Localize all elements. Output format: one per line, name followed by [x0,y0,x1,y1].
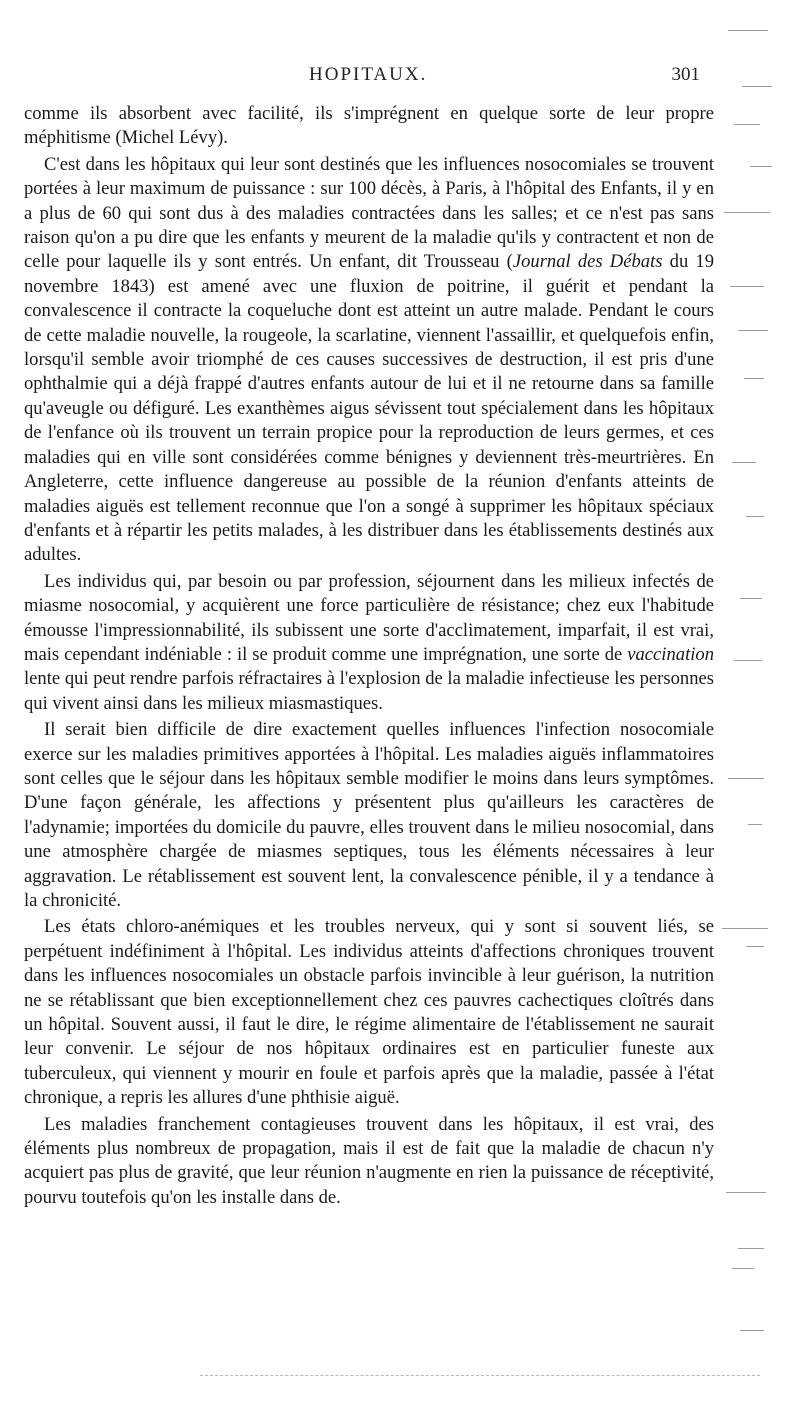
scan-mark [748,824,762,825]
paragraph-continuation: comme ils absorbent avec facilité, ils s'imprégnent en quelque sorte de leur propre méphitisme (Michel Lévy). [24,103,714,149]
scan-mark [738,330,768,331]
page-header [24,64,714,92]
margin-scan-marks [720,0,800,1405]
paragraph-etats-chloro-anemiques: Les états chloro-anémiques et les troubles nerveux, qui y sont si souvent liés, se perpétuent indéfiniment à l'hôpital. Les individus atteints d'affections chroniques trouvent dans les influences nosocomiales un obstacle parfois invincible à leur guérison, la nutrition ne se rétablissant que bien exceptionnellement chez ces pauvres cachectiques cloîtrés dans un hôpital. Souvent aussi, il faut le dire, le régime alimentaire de l'établissement ne saurait leur convenir. Le séjour de nos hôpitaux ordinaires est en particulier funeste aux tuberculeux, qui viennent y mourir en foule et parfois après que la maladie, passée à l'état chronique, a repris les allures d'une phthisie aiguë. [24,916,714,1109]
scan-mark [726,1192,766,1193]
scan-mark [728,30,768,31]
paragraph-text: lente qui peut rendre parfois réfractaires à l'explosion de la maladie infectieuse les personnes qui vivent ainsi dans les milieux miasmastiques. [24,668,714,714]
scan-mark [724,212,770,213]
scan-mark [746,516,764,517]
scan-mark [750,166,772,167]
paragraph-text: C'est dans les hôpitaux qui leur sont destinés que les influences nosocomiales se trouvent portées à leur maximum de puissance : sur 100 décès, à Paris, à l'hôpital des Enfants, il y en a plus de 60 qui sont dus à des maladies contractées dans les salles; et ce n'est pas sans raison qu'on a pu dire que les enfants y meurent de la maladie qu'ils y contractent et non de celle pour laquelle ils y sont entrés. Un enfant, dit Trousseau ( [24,153,714,273]
paragraph-text: Les individus qui, par besoin ou par profession, séjournent dans les milieux infectés de miasme nosocomial, y acquièrent une force particulière de résistance; chez eux l'habitude émousse l'impressionnabilité, ils subissent une sorte d'acclimatement, imparfait, il est vrai, mais cependant indéniable : il se produit comme une imprégnation, une sorte de [24,570,714,665]
scan-mark [734,124,760,125]
journal-title: Journal des Débats [512,251,663,273]
running-head: HOPITAUX. [309,64,428,85]
paragraph-acclimatement [24,570,714,716]
page-number: 301 [671,64,700,85]
scan-mark [722,928,768,929]
scan-mark [732,1268,754,1269]
paragraph-maladies-contagieuses: Les maladies franchement contagieuses trouvent dans les hôpitaux, il est vrai, des éléments plus nombreux de propagation, mais il est de fait que la maladie de chacun n'y acquiert pas plus de gravité, que leur réunion n'augmente en rien la puissance de réceptivité, pourvu toutefois qu'on les installe dans de. [24,1113,714,1208]
scan-mark [744,378,764,379]
scan-mark [746,946,764,947]
paragraph-hopitaux-enfants [24,153,714,568]
scan-mark [742,86,772,87]
scan-mark [740,598,762,599]
emphasis-vaccination: vaccination [627,643,714,665]
scan-mark [738,1248,764,1249]
scan-mark [730,286,764,287]
paragraph-maladies-primitives: Il serait bien difficile de dire exactement quelles influences l'infection nosocomiale exerce sur les maladies primitives apportées à l'hôpital. Les maladies aiguës inflammatoires sont celles que le séjour dans les hôpitaux semble modifier le moins dans leurs symptômes. D'une façon générale, les affections y présentent plus qu'ailleurs les caractères de l'adynamie; importées du domicile du pauvre, elles trouvent dans le milieu nosocomial, dans une atmosphère chargée de miasmes septiques, tous les éléments nécessaires à leur aggravation. Le rétablissement est souvent lent, la convalescence pénible, il y a tendance à la chronicité. [24,719,714,911]
scan-mark [734,660,762,661]
scan-mark [740,1330,764,1331]
scan-mark [728,778,764,779]
scan-artifact-line [200,1375,760,1377]
body-text [24,102,714,1212]
paragraph-text: du 19 novembre 1843) est amené avec une fluxion de poitrine, il guérit et pendant la convalescence il contracte la coqueluche dont est atteint un autre malade. Pendant le cours de cette maladie nouvelle, la rougeole, la scarlatine, viennent l'assaillir, et quelquefois enfin, lorsqu'il semble avoir triomphé de ces causes successives de destruction, il est pris d'une ophthalmie qui a déjà frappé d'autres enfants autour de lui et il ne retourne dans sa famille qu'aveugle ou défiguré. Les exanthèmes aigus sévissent tout spécialement dans les hôpitaux de l'enfance où ils trouvent un terrain propice pour la reproduction de leurs germes, et ces maladies qui en ville sont considérées comme bénignes y deviennent très-meurtrières. En Angleterre, cette influence dangereuse au possible de la réunion d'enfants atteints de maladies aiguës est tellement reconnue que l'on a songé à supprimer les hôpitaux spéciaux d'enfants et à répartir les petits malades, à les distribuer dans les établissements destinés aux adultes. [24,251,715,566]
scan-mark [732,462,756,463]
